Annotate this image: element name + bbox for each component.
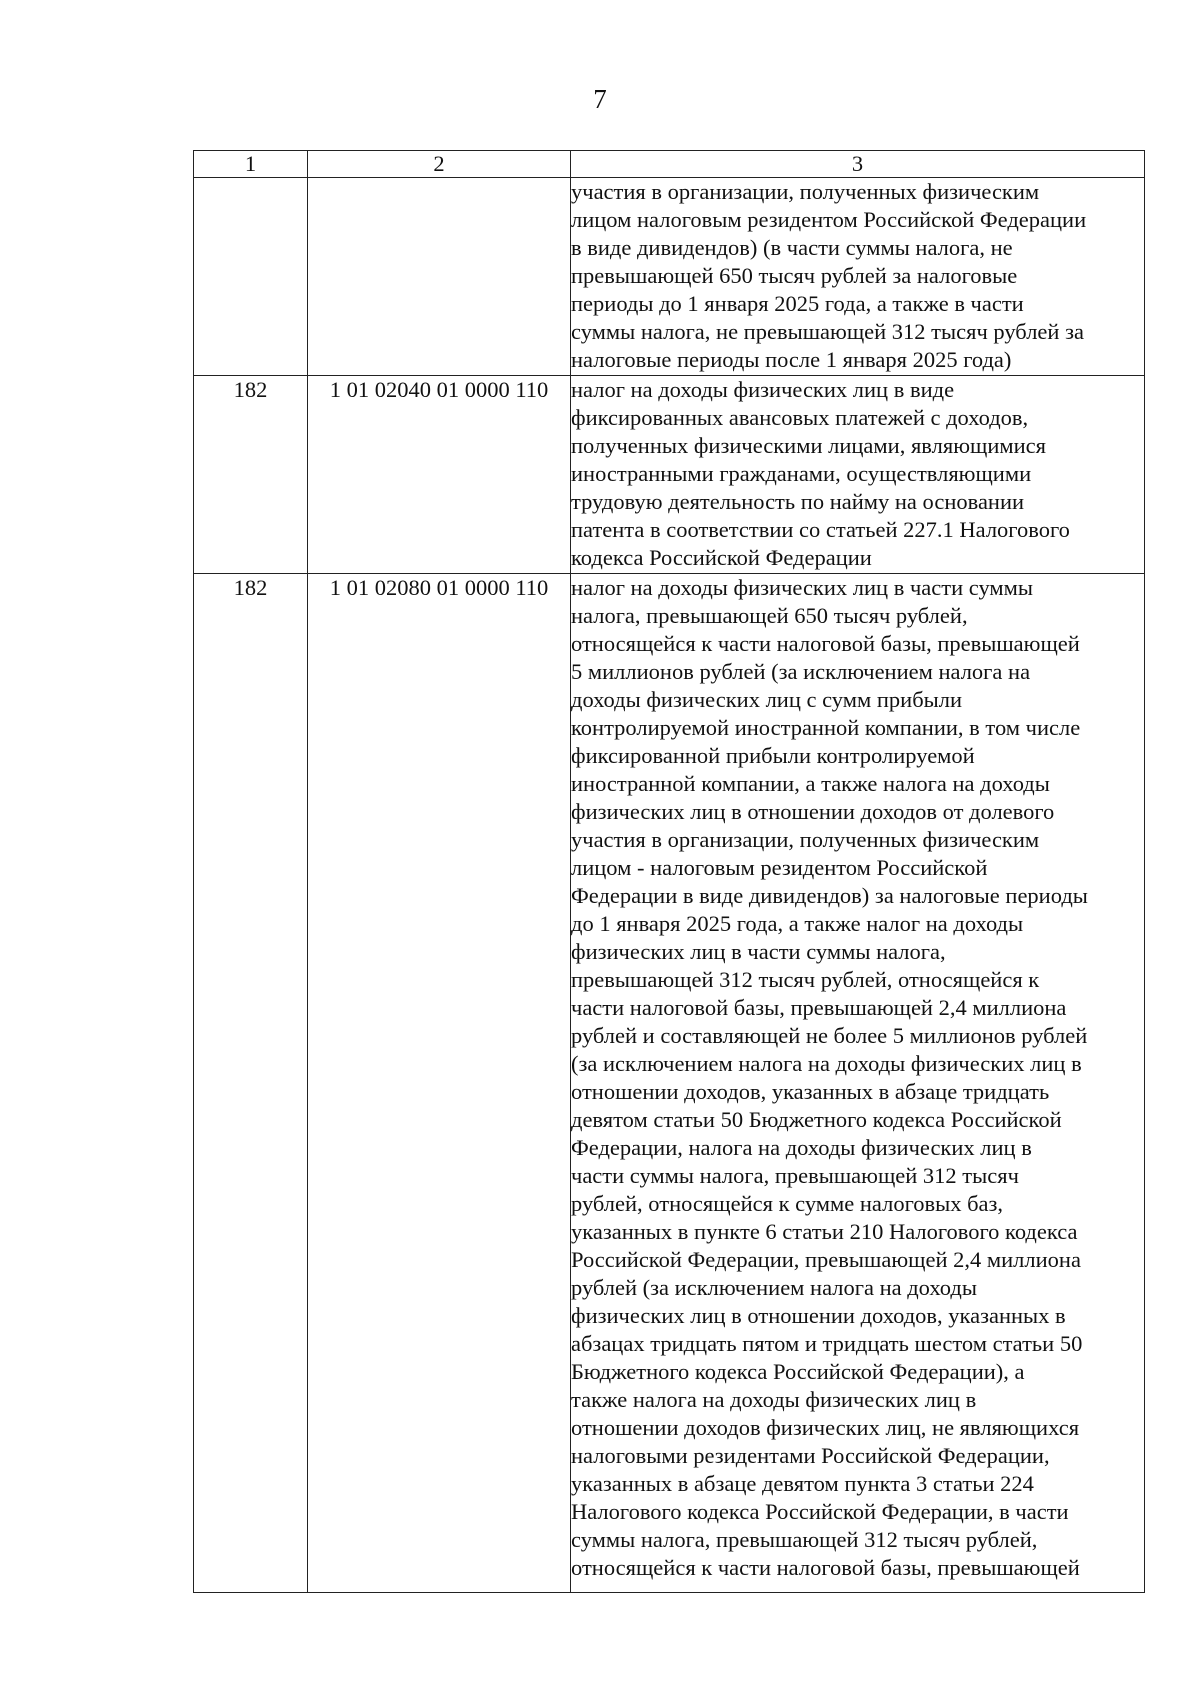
- budget-code-cell: 1 01 02040 01 0000 110: [308, 376, 571, 574]
- description-line: физических лиц в части суммы налога,: [571, 939, 946, 964]
- description-line: патента в соответствии со статьей 227.1 Налогового: [571, 517, 1070, 542]
- description-line: указанных в абзаце девятом пункта 3 статьи 224: [571, 1471, 1034, 1496]
- table-row: [194, 178, 1145, 376]
- description-line: рублей, относящейся к сумме налоговых баз,: [571, 1191, 1004, 1216]
- page-number: 7: [593, 84, 607, 114]
- description-line: девятом статьи 50 Бюджетного кодекса Российской: [571, 1107, 1062, 1132]
- description-line: 5 миллионов рублей (за исключением налога на: [571, 659, 1031, 684]
- description-line: рублей и составляющей не более 5 миллионов рублей: [571, 1023, 1088, 1048]
- description-line: налог на доходы физических лиц в части суммы: [571, 575, 1033, 600]
- description-line: абзацах тридцать пятом и тридцать шестом статьи 50: [571, 1331, 1083, 1356]
- description-line: доходы физических лиц с сумм прибыли: [571, 687, 963, 712]
- description-line: отношении доходов, указанных в абзаце тридцать: [571, 1079, 1050, 1104]
- admin-code-cell: 182: [194, 376, 308, 574]
- description-line: до 1 января 2025 года, а также налог на доходы: [571, 911, 1024, 936]
- description-line: контролируемой иностранной компании, в том числе: [571, 715, 1081, 740]
- description-line: периоды до 1 января 2025 года, а также в части: [571, 291, 1024, 316]
- description-line: Налогового кодекса Российской Федерации, в части: [571, 1499, 1069, 1524]
- description-line: суммы налога, превышающей 312 тысяч рублей,: [571, 1527, 1038, 1552]
- table-row: [194, 574, 1145, 1593]
- description-line: в виде дивидендов) (в части суммы налога, не: [571, 235, 1013, 260]
- description-line: налоговыми резидентами Российской Федерации,: [571, 1443, 1050, 1468]
- header-col-2: 2: [308, 151, 571, 178]
- description-line: фиксированных авансовых платежей с доходов,: [571, 405, 1029, 430]
- description-line: участия в организации, полученных физическим: [571, 827, 1040, 852]
- description-line: также налога на доходы физических лиц в: [571, 1387, 977, 1412]
- description-line: физических лиц в отношении доходов от долевого: [571, 799, 1055, 824]
- description-line: относящейся к части налоговой базы, превышающей: [571, 1555, 1080, 1580]
- description-line: относящейся к части налоговой базы, превышающей: [571, 631, 1080, 656]
- description-line: налог на доходы физических лиц в виде: [571, 377, 955, 402]
- description-cell: [571, 574, 1145, 1593]
- description-line: части налоговой базы, превышающей 2,4 миллиона: [571, 995, 1067, 1020]
- description-line: налога, превышающей 650 тысяч рублей,: [571, 603, 968, 628]
- budget-code-cell: 1 01 02080 01 0000 110: [308, 574, 571, 1593]
- description-line: суммы налога, не превышающей 312 тысяч рублей за: [571, 319, 1084, 344]
- description-line: Российской Федерации, превышающей 2,4 миллиона: [571, 1247, 1081, 1272]
- description-line: полученных физическими лицами, являющимися: [571, 433, 1046, 458]
- description-line: кодекса Российской Федерации: [571, 545, 872, 570]
- header-col-1: 1: [194, 151, 308, 178]
- description-line: фиксированной прибыли контролируемой: [571, 743, 975, 768]
- description-line: лицом налоговым резидентом Российской Федерации: [571, 207, 1087, 232]
- header-col-3: 3: [571, 151, 1145, 178]
- admin-code-cell: 182: [194, 574, 308, 1593]
- description-line: части суммы налога, превышающей 312 тысяч: [571, 1163, 1019, 1188]
- description-line: лицом - налоговым резидентом Российской: [571, 855, 988, 880]
- description-cell: [571, 376, 1145, 574]
- description-cell: [571, 178, 1145, 376]
- description-line: налоговые периоды после 1 января 2025 года): [571, 347, 1012, 372]
- description-line: указанных в пункте 6 статьи 210 Налогового кодекса: [571, 1219, 1078, 1244]
- table-row: [194, 376, 1145, 574]
- description-line: отношении доходов физических лиц, не являющихся: [571, 1415, 1080, 1440]
- description-line: Бюджетного кодекса Российской Федерации), а: [571, 1359, 1025, 1384]
- budget-code-cell: [308, 178, 571, 376]
- description-line: физических лиц в отношении доходов, указанных в: [571, 1303, 1066, 1328]
- revenue-codes-table: [193, 150, 1145, 1593]
- description-line: Федерации в виде дивидендов) за налоговые периоды: [571, 883, 1088, 908]
- admin-code-cell: [194, 178, 308, 376]
- description-line: рублей (за исключением налога на доходы: [571, 1275, 977, 1300]
- description-line: превышающей 312 тысяч рублей, относящейся к: [571, 967, 1040, 992]
- table-header-row: [194, 151, 1145, 178]
- description-line: иностранными гражданами, осуществляющими: [571, 461, 1032, 486]
- description-line: превышающей 650 тысяч рублей за налоговые: [571, 263, 1018, 288]
- description-line: иностранной компании, а также налога на доходы: [571, 771, 1050, 796]
- description-line: (за исключением налога на доходы физических лиц в: [571, 1051, 1082, 1076]
- description-line: Федерации, налога на доходы физических лиц в: [571, 1135, 1032, 1160]
- description-line: трудовую деятельность по найму на основании: [571, 489, 1025, 514]
- description-line: участия в организации, полученных физическим: [571, 179, 1040, 204]
